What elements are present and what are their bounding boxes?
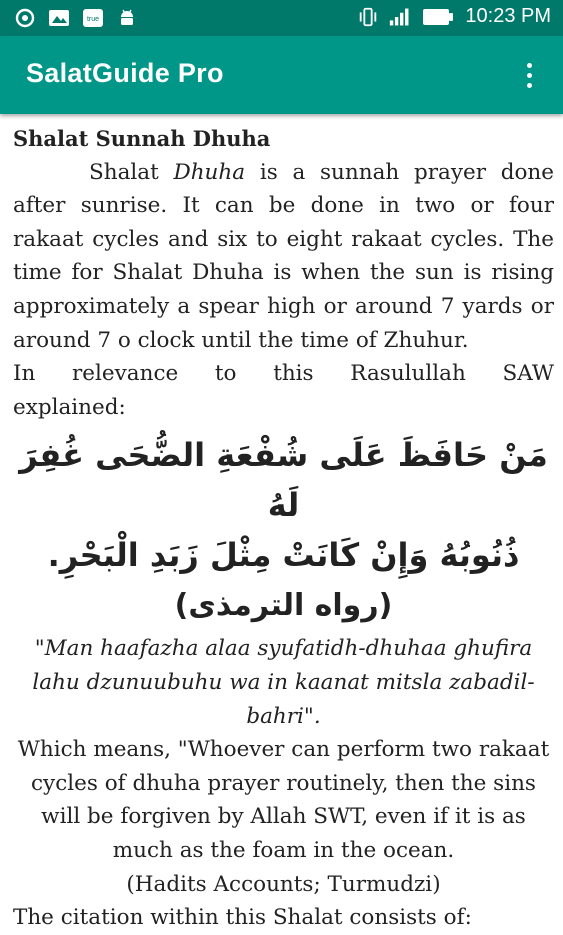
battery-icon xyxy=(421,6,455,28)
clock: 10:23 PM xyxy=(465,5,551,27)
paragraph-citation-intro: The citation within this Shalat consists of: xyxy=(13,905,472,931)
image-icon xyxy=(48,7,70,29)
notification-icons xyxy=(14,7,138,29)
paragraph-relevance: In relevance to this Rasulullah SAW xyxy=(13,361,554,387)
svg-text:true: true xyxy=(86,16,100,23)
system-status xyxy=(357,5,551,28)
article-content xyxy=(13,122,554,935)
status-bar xyxy=(0,0,563,36)
app-bar xyxy=(0,36,563,114)
true-app-icon xyxy=(82,7,104,29)
paragraph-intro: Shalat Dhuha is a sunnah prayer done after sunrise. It can be done in two or four rakaat cycles and six to eight rakaat cycles. The time for Shalat Dhuha is when the sun is rising approximately a spear high or around 7 yards or around 7 o clock until the time of Zhuhur. xyxy=(13,159,555,353)
arabic-hadith-line2: ذُنُوبُهُ وَإِنْ كَانَتْ مِثْلَ زَبَدِ الْبَحْرِ. xyxy=(47,536,520,575)
paragraph-explained: explained: xyxy=(13,394,126,420)
app-title: SalatGuide Pro xyxy=(26,58,224,88)
arabic-source: (رواه الترمذى) xyxy=(174,588,393,624)
overflow-menu-icon[interactable] xyxy=(517,58,541,92)
translation: Which means, "Whoever can perform two rakaat cycles of dhuha prayer routinely, then the sins will be forgiven by Allah SWT, even if it is as much as the foam in the ocean. xyxy=(17,737,550,863)
arabic-hadith-line1: مَنْ حَافَظَ عَلَى شُفْعَةِ الضُّحَى غُفِرَ لَهُ xyxy=(19,436,548,525)
hadith-citation: (Hadits Accounts; Turmudzi) xyxy=(126,871,441,897)
android-icon xyxy=(116,7,138,29)
sync-icon xyxy=(14,7,36,29)
transliteration: "Man haafazha alaa syufatidh-dhuhaa ghufira lahu dzunuubuhu wa in kaanat mitsla zabadil-bahri". xyxy=(32,636,535,729)
signal-icon xyxy=(389,6,411,28)
article-heading: Shalat Sunnah Dhuha xyxy=(13,126,271,151)
vibrate-icon xyxy=(357,6,379,28)
